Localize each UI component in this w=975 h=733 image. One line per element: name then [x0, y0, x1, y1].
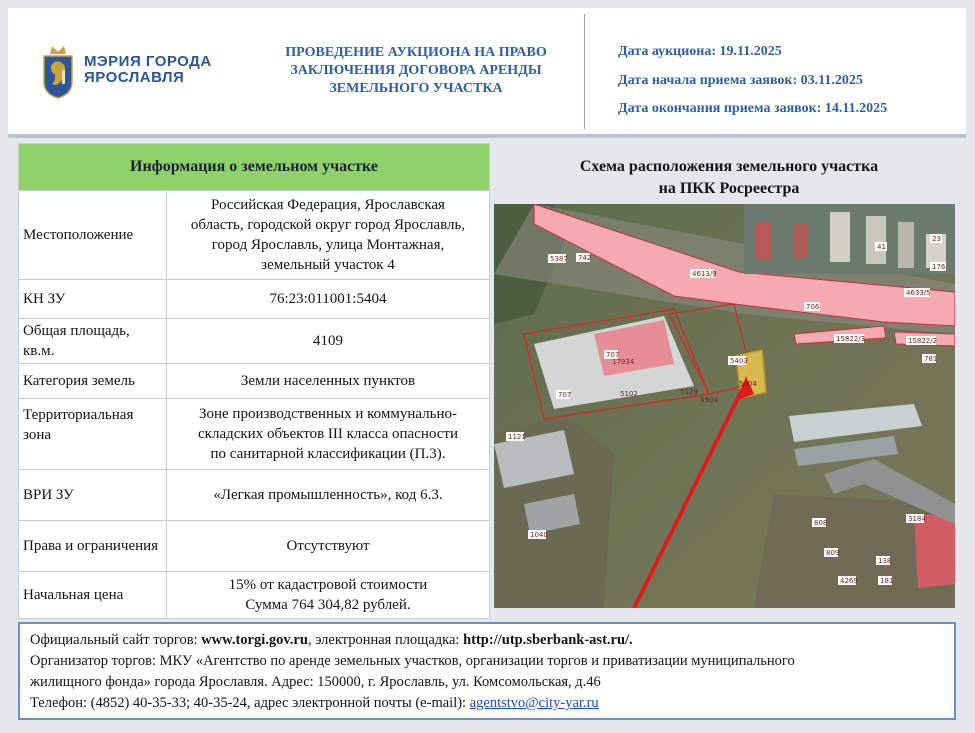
map-label: 4904 — [700, 396, 718, 404]
value-line: Зоне производственных и коммунально- — [198, 406, 457, 422]
table-row — [19, 191, 489, 280]
map-label: 781 — [924, 355, 938, 363]
map-label: 706 — [806, 303, 820, 311]
row-value — [167, 399, 489, 469]
map-label: 5404 — [739, 380, 757, 388]
watermark: циан — [720, 610, 830, 659]
official-site-link[interactable]: www.torgi.gov.ru — [201, 632, 308, 648]
map-label: 5129 — [680, 388, 698, 396]
footer-line-address: жилищного фонда» города Ярославля. Адрес: 150000, г. Ярославль, ул. Комсомольская, д.46 — [30, 674, 601, 690]
header — [8, 8, 966, 138]
map-label: 809 — [826, 549, 840, 557]
application-start-date: Дата начала приема заявок: 03.11.2025 — [618, 72, 863, 88]
row-value: Отсутствуют — [286, 538, 370, 554]
platform-link[interactable]: http://utp.sberbank-ast.ru/. — [463, 632, 633, 648]
map-label: 15822/3 — [836, 335, 866, 343]
row-value: 4109 — [313, 333, 343, 349]
cadastral-map-image — [494, 204, 955, 608]
auction-title — [258, 44, 574, 98]
row-label: Начальная цена — [19, 572, 167, 618]
map-label: 17934 — [612, 358, 635, 366]
platform-label: , электронная площадка: — [307, 632, 464, 648]
footer-line-phone — [30, 693, 944, 714]
logo-text — [84, 54, 212, 86]
map-title — [494, 156, 964, 200]
map-label: 23 — [932, 235, 941, 243]
title-line-2: ЗАКЛЮЧЕНИЯ ДОГОВОРА АРЕНДЫ — [290, 63, 542, 78]
map-label: 4633/5 — [906, 289, 931, 297]
application-end-date: Дата окончания приема заявок: 14.11.2025 — [618, 101, 888, 116]
value-line: по санитарной классификации (П.3). — [210, 446, 446, 462]
logo-line-2: ЯРОСЛАВЛЯ — [84, 69, 185, 86]
title-line-1: ПРОВЕДЕНИЕ АУКЦИОНА НА ПРАВО — [285, 45, 547, 60]
value-line: складских объектов III класса опасности — [198, 426, 458, 442]
map-label: 5403 — [730, 357, 748, 365]
map-label: 3184 — [908, 515, 926, 523]
map-label: 5387 — [550, 255, 568, 263]
row-label: Территориальная зона — [19, 399, 167, 469]
table-row — [19, 364, 489, 399]
row-value: 76:23:011001:5404 — [269, 291, 387, 307]
dates-block — [618, 38, 887, 124]
phone-email-label: Телефон: (4852) 40-35-33; 40-35-24, адрес электронной почты (e-mail): — [30, 695, 470, 711]
map-label: 41 — [877, 243, 886, 251]
map-label: 5102 — [620, 390, 638, 398]
map-label: 808 — [814, 519, 828, 527]
map-label: 1121 — [508, 433, 526, 441]
header-divider — [584, 14, 585, 129]
map-label: 707 — [606, 351, 620, 359]
row-label: ВРИ ЗУ — [19, 470, 167, 520]
row-value — [167, 191, 489, 279]
row-label: Местоположение — [19, 191, 167, 279]
table-row — [19, 572, 489, 618]
map-label: 707 — [558, 391, 572, 399]
table-row — [19, 470, 489, 521]
info-table-heading: Информация о земельном участке — [19, 144, 489, 191]
footer-line-organizer: Организатор торгов: МКУ «Агентство по аренде земельных участков, организации торгов и приватизации муниципального — [30, 653, 795, 669]
value-line: область, городской округ город Ярославль, — [190, 217, 466, 233]
row-value: «Легкая промышленность», код 6.3. — [213, 487, 443, 503]
row-label: КН ЗУ — [19, 280, 167, 318]
map-title-line-1: Схема расположения земельного участка — [579, 158, 879, 175]
map-label: 4613/9 — [692, 270, 717, 278]
logo-line-1: МЭРИЯ ГОРОДА — [84, 53, 212, 70]
map-label: 15822/2 — [908, 337, 938, 345]
map-label: 176 — [932, 263, 946, 271]
value-line: Российская Федерация, Ярославская — [211, 197, 445, 213]
email-link[interactable]: agentstvo@city-yar.ru — [469, 695, 599, 711]
map-label: 181 — [880, 577, 894, 585]
map-label: 138 — [878, 557, 892, 565]
row-value — [167, 572, 489, 618]
table-row — [19, 319, 489, 364]
map-label: 742 — [578, 254, 592, 262]
table-row — [19, 399, 489, 470]
table-row — [19, 280, 489, 319]
row-value: Земли населенных пунктов — [240, 373, 416, 389]
map-label: 4269 — [840, 577, 858, 585]
map-title-line-2: на ПКК Росреестра — [658, 180, 800, 197]
row-label: Категория земель — [19, 364, 167, 398]
land-info-table — [18, 143, 490, 619]
table-row — [19, 521, 489, 572]
value-line: земельный участок 4 — [261, 257, 395, 273]
row-label: Права и ограничения — [19, 521, 167, 571]
auction-date: Дата аукциона: 19.11.2025 — [618, 44, 782, 59]
value-line: Сумма 764 304,82 рублей. — [245, 597, 411, 613]
map-label: 1040 — [530, 531, 548, 539]
city-coat-of-arms-icon — [38, 44, 78, 100]
cadastral-map — [494, 204, 955, 608]
value-line: город Ярославль, улица Монтажная, — [211, 237, 445, 253]
row-label: Общая площадь, кв.м. — [19, 319, 167, 363]
title-line-3: ЗЕМЕЛЬНОГО УЧАСТКА — [329, 81, 503, 96]
site-label: Официальный сайт торгов: — [30, 632, 202, 648]
value-line: 15% от кадастровой стоимости — [228, 577, 428, 593]
